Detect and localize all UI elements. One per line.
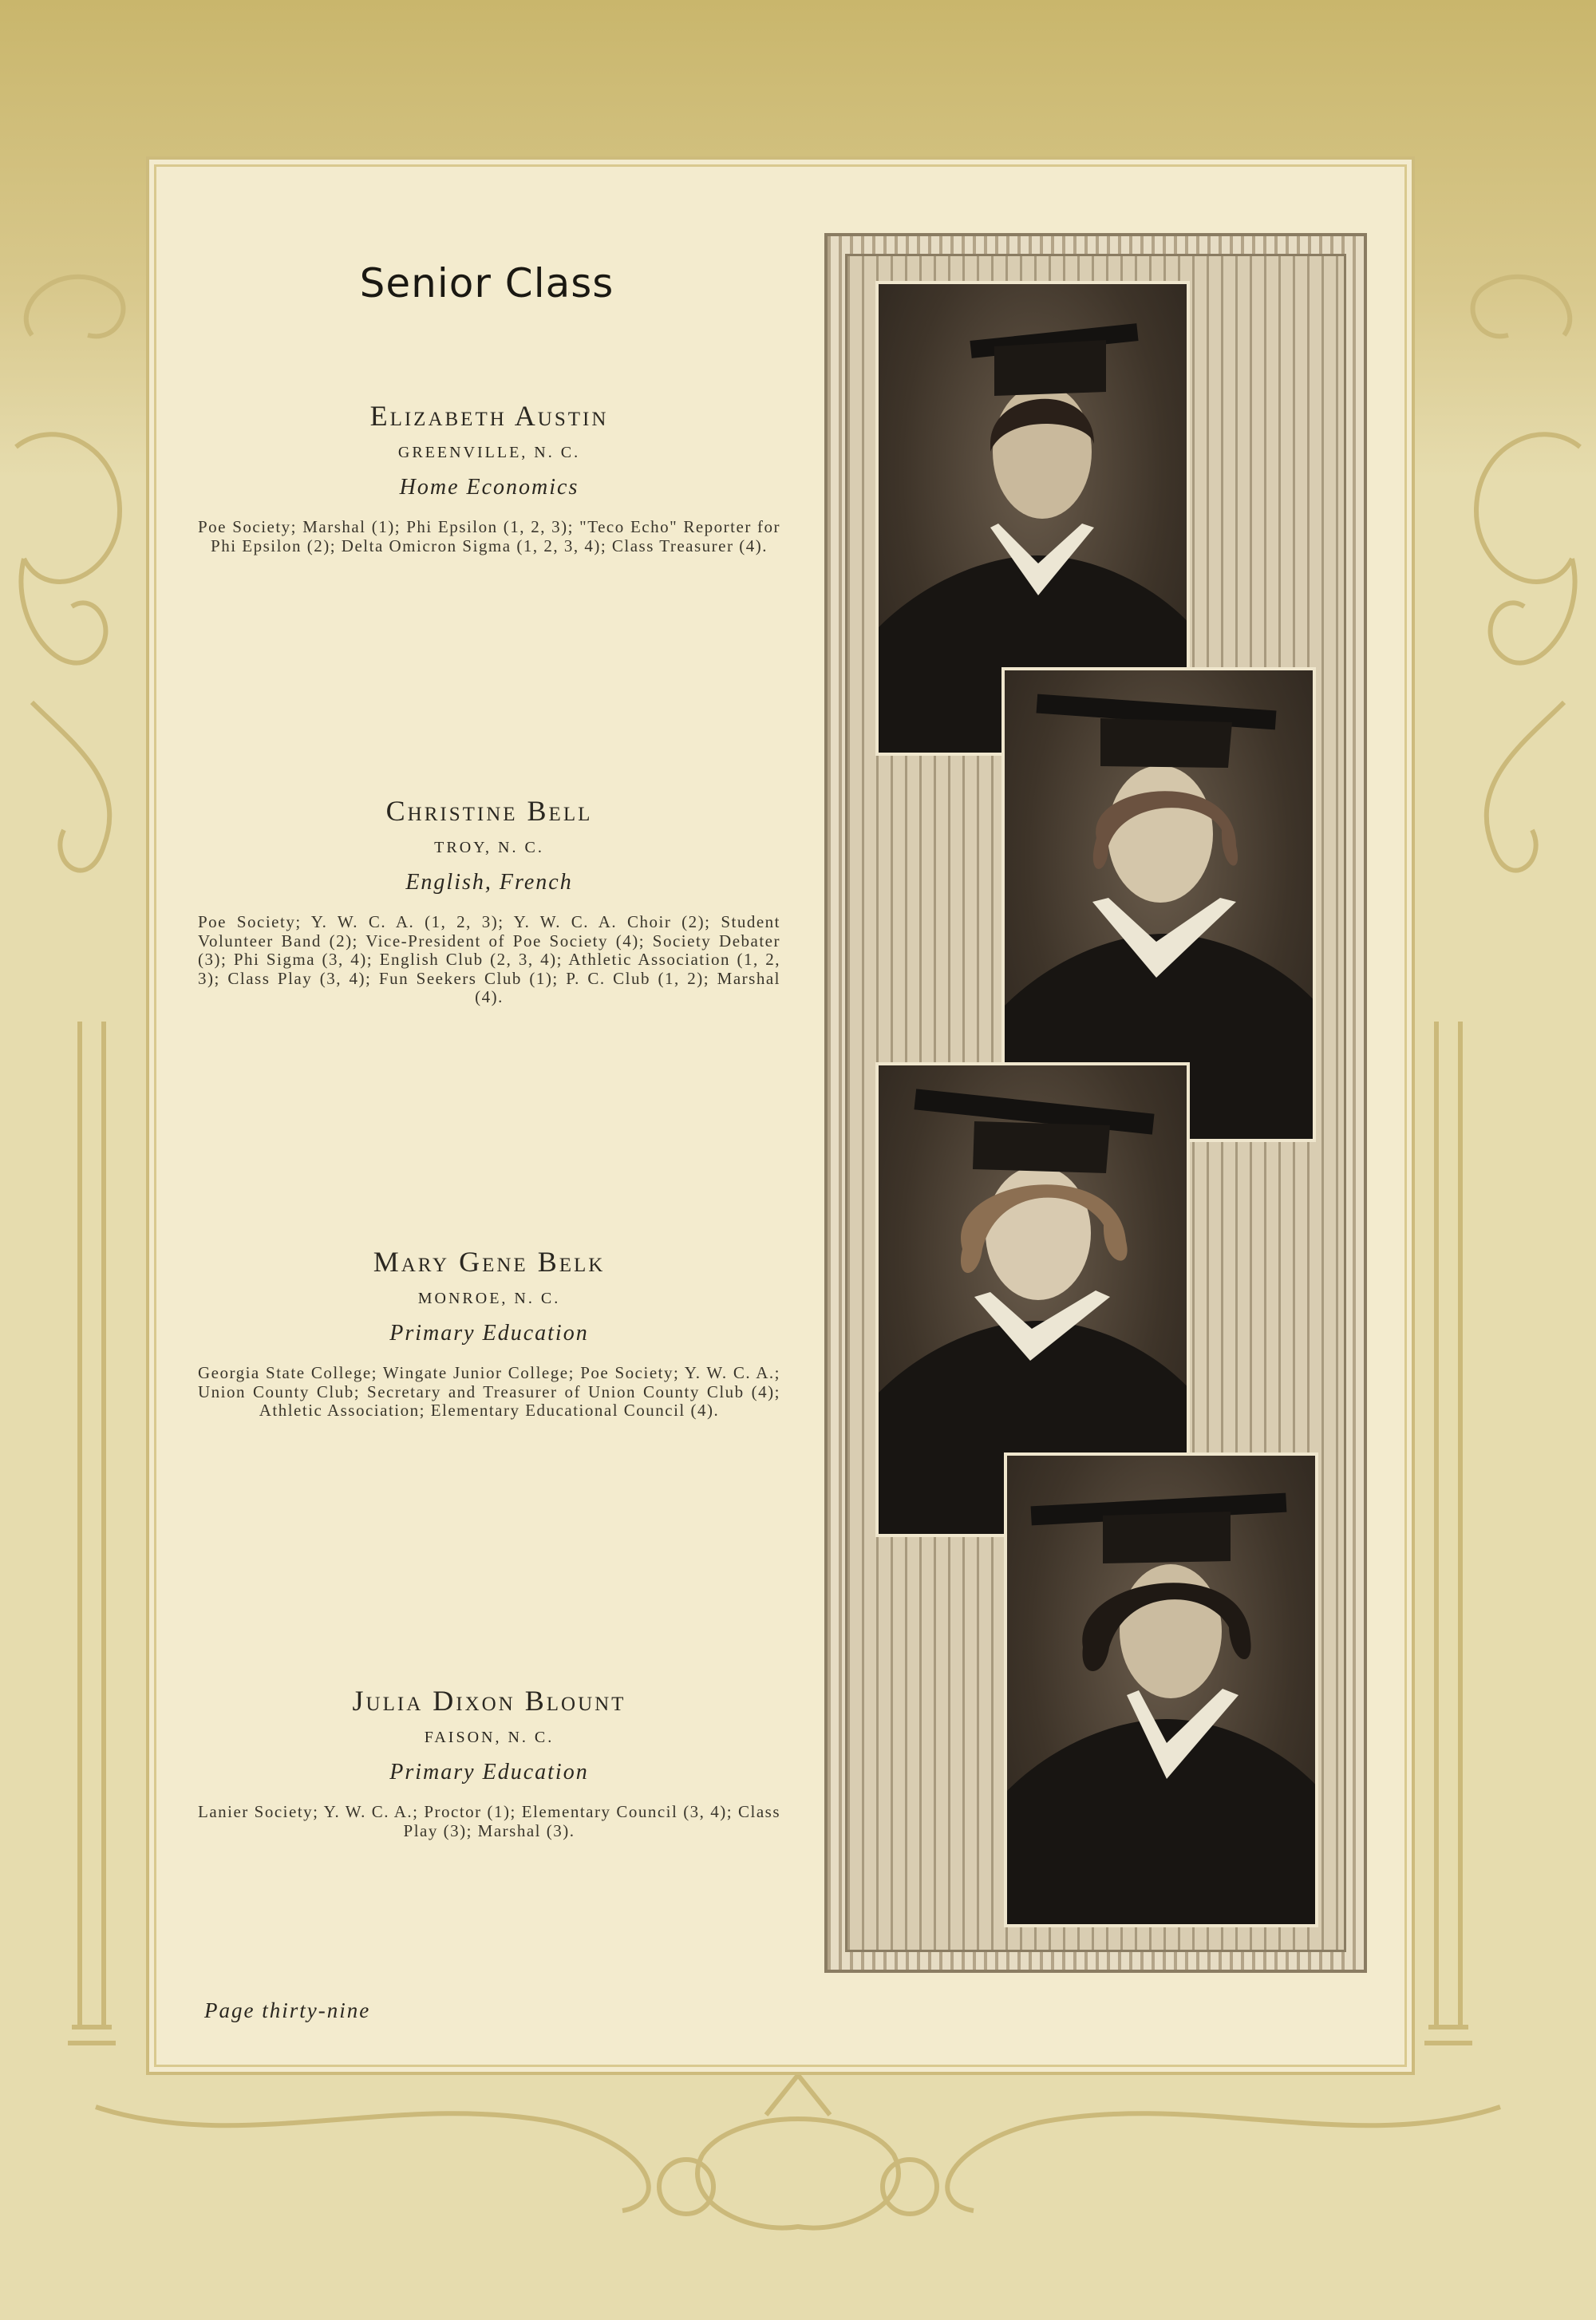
senior-activities: Georgia State College; Wingate Junior College; Poe Society; Y. W. C. A.; Union County Club; Secretary and Treasurer of Union County Club (4); Athletic Association; Elementary Educational Council (4). (198, 1363, 780, 1420)
page-number: Page thirty-nine (204, 1998, 371, 2022)
senior-name: Mary Gene Belk (373, 1246, 606, 1278)
senior-hometown: GREENVILLE, N. C. (397, 444, 581, 461)
senior-activities: Lanier Society; Y. W. C. A.; Proctor (1); Elementary Council (3, 4); Class Play (3); Marshal (3). (198, 1802, 780, 1840)
senior-activities: Poe Society; Y. W. C. A. (1, 2, 3); Y. W. C. A. Choir (2); Student Volunteer Band (2); Vice-President of Poe Society (4); Society Debater (3); Phi Sigma (3, 4); English Club (2, 3, 4); Athletic Association (1, 2, 3); Class Play (3, 4); Fun Seekers Club (1); P. C. Club (1, 2); Marshal (4). (198, 912, 780, 1006)
senior-name: Elizabeth Austin (369, 400, 609, 432)
senior-major: Home Economics (399, 475, 579, 500)
senior-major: English, French (405, 870, 573, 895)
senior-activities: Poe Society; Marshal (1); Phi Epsilon (1, 2, 3); "Teco Echo" Reporter for Phi Epsilon (2); Delta Omicron Sigma (1, 2, 3, 4); Class Treasurer (4). (198, 517, 780, 555)
senior-name: Christine Bell (385, 795, 593, 827)
senior-entry-austin (198, 399, 780, 555)
senior-major: Primary Education (389, 1760, 589, 1784)
senior-hometown: MONROE, N. C. (417, 1290, 561, 1307)
senior-major: Primary Education (389, 1321, 589, 1346)
senior-entry-blount (198, 1684, 780, 1840)
portrait-photo-blount (1004, 1452, 1318, 1927)
senior-hometown: TROY, N. C. (434, 839, 544, 856)
graduate-portrait-image (1007, 1456, 1318, 1927)
senior-entry-belk (198, 1245, 780, 1421)
senior-hometown: FAISON, N. C. (424, 1729, 555, 1746)
page-title: Senior Class (359, 259, 614, 306)
senior-entry-bell (198, 794, 780, 1007)
senior-name: Julia Dixon Blount (352, 1685, 626, 1717)
